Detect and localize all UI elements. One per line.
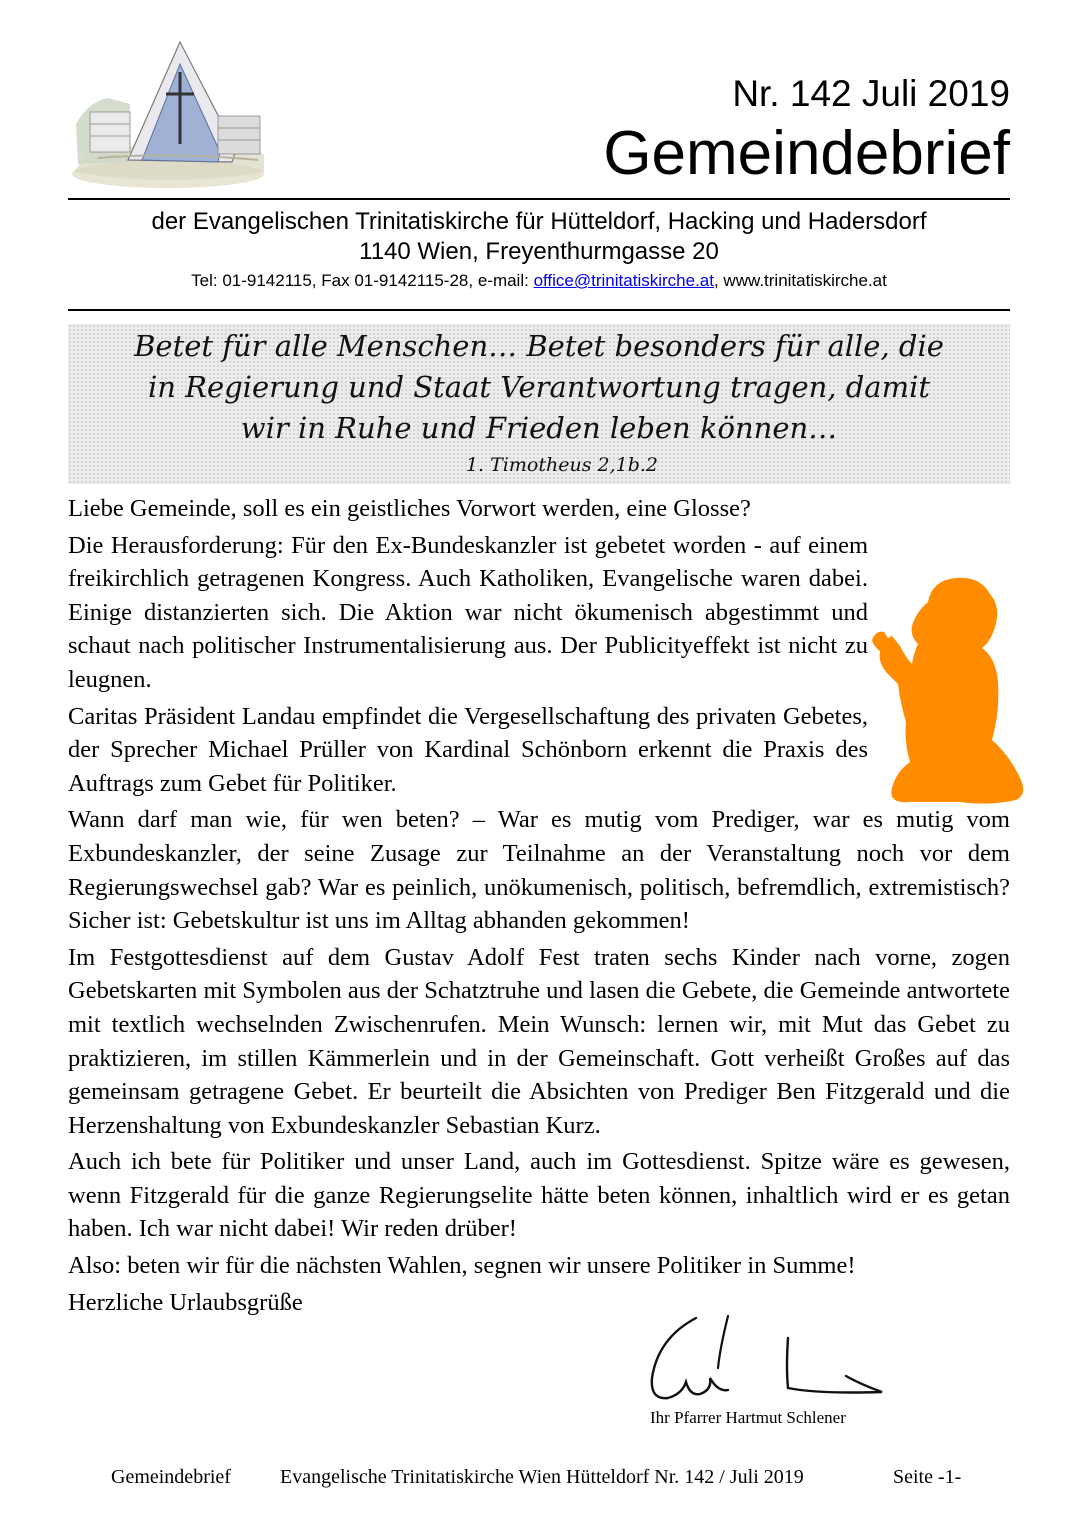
signature-caption: Ihr Pfarrer Hartmut Schlener [650,1408,846,1427]
article-paragraph: Also: beten wir für die nächsten Wahlen, segnen wir unsere Politiker in Summe! [68,1252,856,1280]
page-title: Gemeindebrief [603,119,1010,188]
email-link[interactable]: office@trinitatiskirche.at [533,271,714,290]
article-paragraph: Auch ich bete für Politiker und unser Land, auch im Gottesdienst. Spitze wäre es gewesen, wenn Fitzgerald für die ganze Regierungselite hätte beten können, inhaltlich wird er es getan haben. Ich war nicht dabei! Wir reden drüber! [68,1148,1010,1243]
footer-page-number: Seite -1- [893,1466,962,1488]
contact-phone-fax: Tel: 01-9142115, Fax 01-9142115-28, e-mail: [191,271,534,290]
article-body [68,492,1010,1322]
praying-child-silhouette-icon [870,572,1030,807]
article-paragraph: Im Festgottesdienst auf dem Gustav Adolf Fest traten sechs Kinder nach vorne, zogen Gebetskarten mit Symbolen aus der Schatztruhe und lasen die Gebete, die Gemeinde antwortete mit textlich wechselnden Zwischenrufen. Mein Wunsch: lernen wir, mit Mut das Gebet zu praktizieren, im stillen Kämmerlein und in der Gemeinschaft. Gott verheißt Großes auf das gemeinsam getragene Gebet. Er beurteilt die Absichten von Prediger Ben Fitzgerald und die Herzenshaltung von Exbundeskanzler Sebastian Kurz. [68,943,1010,1139]
parish-name: der Evangelischen Trinitatiskirche für Hütteldorf, Hacking und Hadersdorf [151,208,927,235]
article-paragraph: Wann darf man wie, für wen beten? – War es mutig vom Prediger, war es mutig vom Exbundeskanzler, der seine Zusage zur Teilnahme an der Veranstaltung noch vor dem Regierungswechsel gab? War es peinlich, unökumenisch, politisch, befremdlich, extremistisch? Sicher ist: Gebetskultur ist uns im Alltag abhanden gekommen! [68,806,1010,935]
article-paragraph: Caritas Präsident Landau empfindet die Vergesellschaftung des privaten Gebetes, der Sprecher Michael Prüller von Kardinal Schönborn erkennt die Praxis des Auftrags zum Gebet für Politiker. [68,702,868,797]
quote-line: in Regierung und Staat Verantwortung tragen, damit [147,370,931,404]
article-paragraph: Die Herausforderung: Für den Ex-Bundeskanzler ist gebetet worden - auf einem freikirchlich getragenen Kongress. Auch Katholiken, Evangelische waren dabei. Einige distanzierten sich. Die Aktion war nicht ökumenisch abgestimmt und schaut nach politischer Instrumentalisierung aus. Der Publicityeffekt ist nicht zu leugnen. [68,531,868,693]
quote-line: wir in Ruhe und Frieden leben können… [240,411,838,445]
scripture-quote-box [68,324,1010,484]
scripture-quote [68,326,1010,449]
church-logo-icon [68,32,268,192]
article-paragraph: Liebe Gemeinde, soll es ein geistliches Vorwort werden, eine Glosse? [68,495,751,522]
closing-greeting: Herzliche Urlaubsgrüße [68,1288,303,1316]
website-text: www.trinitatiskirche.at [723,271,887,290]
handwritten-signature-icon [638,1308,900,1408]
parish-street: 1140 Wien, Freyenthurmgasse 20 [359,238,719,265]
parish-address [68,207,1010,293]
subheader-divider [68,309,1010,311]
issue-number: Nr. 142 Juli 2019 [732,73,1010,114]
footer-issue-info: Evangelische Trinitatiskirche Wien Hütteldorf Nr. 142 / Juli 2019 [280,1466,804,1488]
quote-line: Betet für alle Menschen… Betet besonders für alle, die [134,329,944,363]
footer-publication: Gemeindebrief [111,1466,231,1488]
header-divider [68,198,1010,200]
contact-line [68,269,1010,293]
scripture-reference: 1. Timotheus 2,1b.2 [465,454,658,476]
contact-separator: , [713,271,724,290]
